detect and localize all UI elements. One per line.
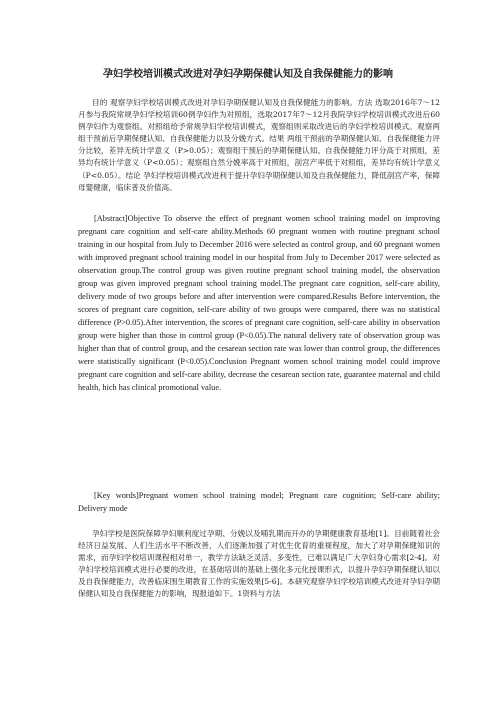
english-keywords: [Key words]Pregnant women school training model; Pregnant care cognition; Self-care ability; Delivery mode — [78, 491, 440, 513]
introduction-paragraph: 孕妇学校是医院保障孕妇顺利度过孕期、分娩以及哺乳期而开办的孕期健康教育基地[1]。目前随着社会经济日益发展、人们生活水平不断改善，人们逐渐加强了对优生优育的重视程度，加大了对孕期保健知识的需求，而孕妇学校培训课程相对单一，教学方法缺乏灵活、多变性，已难以满足广大孕妇身心需求[2-4]。对孕妇学校培训模式进行必要的改进，在基础培训的基础上强化多元化授课形式，以提升孕妇孕期保健认知以及自我保健能力，改善临床围生期教育工作的实施效果[5-6]。本研究观察孕妇学校培训模式改进对孕妇孕期保健认知及自我保健能力的影响，现报道如下。1资料与方法 — [78, 529, 440, 599]
chinese-abstract: 目的 观察孕妇学校培训模式改进对孕妇孕期保健认知及自我保健能力的影响。方法 选取2016年7～12月参与我院常规孕妇学校培训60例孕妇作为对照组，选取2017年7～12月我院孕妇学校培训模式改进后60例孕妇作为观察组。对照组给予常规孕妇学校培训模式，观察组则采取改进后的孕妇学校培训模式。观察两组干预前后孕期保健认知、自我保健能力以及分娩方式。结果 两组干预前的孕期保健认知、自我保健能力评分比较，差异无统计学意义（P>0.05）；观察组干预后的孕期保健认知、自我保健能力评分高于对照组，差异均有统计学意义（P<0.05）；观察组自然分娩率高于对照组，剖宫产率低于对照组，差异均有统计学意义（P<0.05）。结论 孕妇学校培训模式改进利于提升孕妇孕期保健认知及自我保健能力，降低剖宫产率，保障母婴健康，临床普及价值高。 — [78, 98, 440, 192]
english-abstract: [Abstract]Objective To observe the effect of pregnant women school training model on improving pregnant care cognition and self-care ability.Methods 60 pregnant women with routine pregnant school training in our hospital from July to December 2016 were selected as control group, and 60 pregnant women with improved pregnant school training model in our hospital from July to December 2017 were selected as observation group.The control group was given routine pregnant school training model, the observation group was given improved pregnant school training model.The pregnant care cognition, self-care ability, delivery mode of two groups before and after intervention were compared.Results Before intervention, the scores of pregnant care cognition, self-care ability of two groups were compared, there was no statistical difference (P>0.05).After intervention, the scores of pregnant care cognition, self-care ability in observation group were higher than those in control group (P<0.05).The natural delivery rate of observation group was higher than that of control group, and the cesarean section rate was lower than control group, the differences were statistically significant (P<0.05).Conclusion Pregnant women school training model could improve pregnant care cognition and self-care ability, decrease the cesarean section rate, guarantee maternal and child health, hich has clinical promotional value. — [78, 214, 440, 392]
paper-title: 孕妇学校培训模式改进对孕妇孕期保健认知及自我保健能力的影响 — [103, 69, 393, 80]
